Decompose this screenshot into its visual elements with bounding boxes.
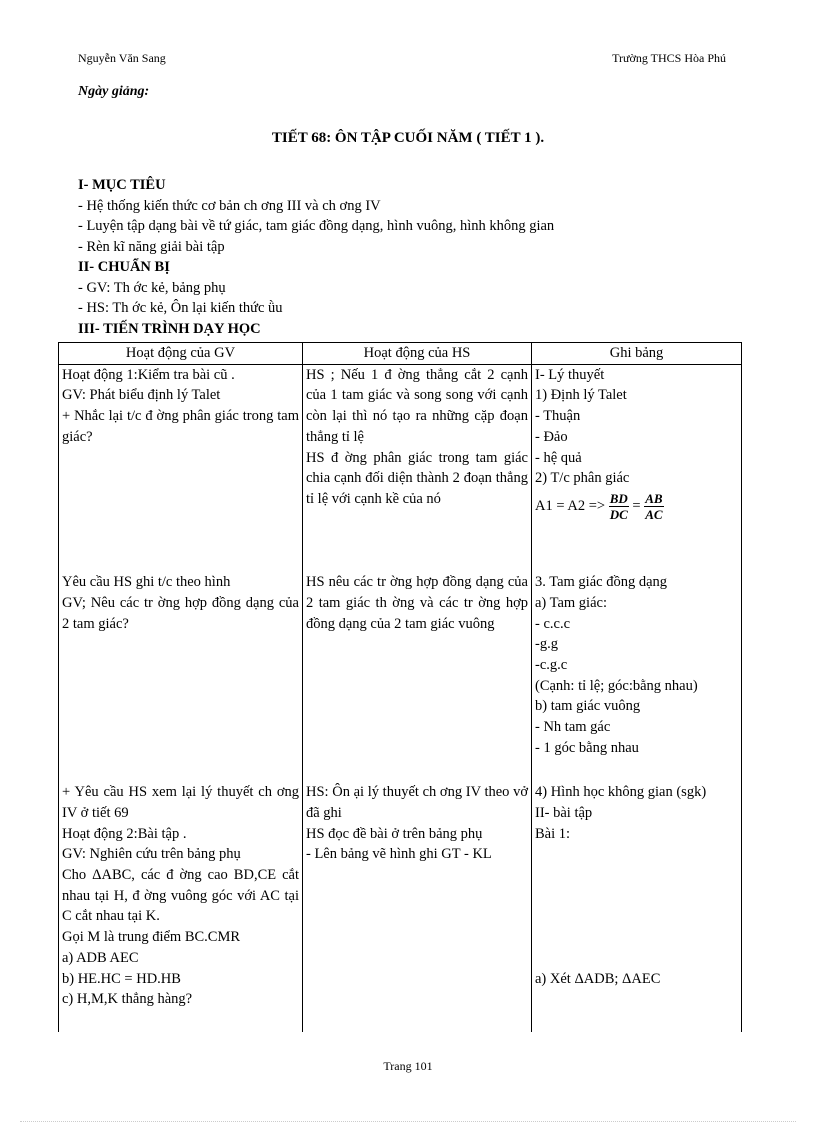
gb-line: I- Lý thuyết [535,366,605,383]
gb-line: II- bài tập [535,804,593,821]
gb-line: - Đảo [535,428,568,445]
gb-line: (Cạnh: tỉ lệ; góc:bằng nhau) [535,677,698,694]
header-hs: Hoạt động của HS [303,343,532,365]
preparation-item: - HS: Th ớc kẻ, Ôn lại kiến thức ǜu [78,300,283,316]
gv-line: GV: Nghiên cứu trên bảng phụ [62,846,241,863]
hs-line: HS: Ôn ại lý thuyết ch ơng IV theo vở đã ghi [306,784,528,821]
gb-line: 3. Tam giác đồng dạng [535,574,668,591]
ghi-bang-cell [532,782,742,1032]
objective-item: - Rèn kĩ năng giải bài tập [78,238,225,255]
table-row [59,572,742,782]
gv-line: Yêu cầu HS ghi t/c theo hình [62,574,231,591]
gv-line: Hoạt động 2:Bài tập . [62,825,187,842]
hs-cell [303,364,532,572]
gv-line: Gọi M là trung điểm BC.CMR [62,929,241,946]
gb-line: - Nh tam gác [535,719,611,736]
gb-line: 1) Định lý Talet [535,387,627,404]
fraction-denominator: AC [645,506,663,522]
lesson-table [58,342,742,1032]
gb-line: - 1 góc bằng nhau [535,739,639,756]
gb-line: 4) Hình học không gian (sgk) [535,784,707,801]
gb-line: a) Tam giác: [535,594,607,611]
gv-line: + Yêu cầu HS xem lại lý thuyết ch ơng IV ở tiết 69 [62,784,299,821]
gb-line: 2) T/c phân giác [535,470,630,487]
formula-lhs: A1 = A2 => [535,497,606,514]
gb-line: - hệ quả [535,449,582,466]
bisector-formula [535,491,738,522]
gb-line: -g.g [535,636,558,653]
ghi-bang-cell [532,364,742,572]
gv-line: a) ADB AEC [62,949,139,966]
gv-line: + Nhắc lại t/c đ ờng phân giác trong tam giác? [62,408,299,445]
fraction-denominator: DC [609,506,628,522]
header-author: Nguyễn Văn Sang [78,51,166,65]
header-ghi-bang: Ghi bảng [532,343,742,365]
ghi-bang-cell [532,572,742,782]
gb-line: -c.g.c [535,657,568,674]
hs-line: HS đọc đề bài ở trên bảng phụ [306,825,483,842]
gb-line: b) tam giác vuông [535,698,641,715]
gv-line: GV: Phát biểu định lý Talet [62,387,221,404]
table-row [59,364,742,572]
preparation-heading: II- CHUẨN BỊ [78,259,170,275]
hs-line: HS ; Nếu 1 đ ờng thẳng cắt 2 cạnh của 1 tam giác và song song với cạnh còn lại thì nó tạo ra những cặp đoạn thẳng tỉ lệ [306,366,528,445]
gv-cell [59,572,303,782]
hs-line: HS đ ờng phân giác trong tam giác chia cạnh đối diện thành 2 đoạn thẳng tỉ lệ với cạnh kề của nó [306,449,528,507]
preparation-item: - GV: Th ớc kẻ, bảng phụ [78,279,226,296]
gv-line: b) HE.HC = HD.HB [62,970,181,987]
objective-item: - Luyện tập dạng bài về tứ giác, tam giác đồng dạng, hình vuông, hình không gian [78,218,555,234]
gb-line: a) Xét ΔADB; ΔAEC [535,971,661,988]
gv-line: c) H,M,K thẳng hàng? [62,991,193,1008]
page-number: Trang 101 [383,1059,433,1073]
hs-cell [303,572,532,782]
fraction-bd-dc [609,491,629,522]
gv-cell [59,782,303,1032]
page-divider [20,1121,796,1122]
hs-line: HS nêu các tr ờng hợp đồng dạng của 2 tam giác th ờng và các tr ờng hợp đồng dạng của 2 tam giác vuông [306,574,528,632]
header-school: Trường THCS Hòa Phú [612,51,726,65]
process-heading: III- TIẾN TRÌNH DẠY HỌC [78,320,261,337]
fraction-numerator: BD [609,490,628,506]
objectives-section [78,175,554,339]
gv-line: GV; Nêu các tr ờng hợp đồng dạng của 2 tam giác? [62,594,299,632]
ngay-giang-label: Ngày giảng: [78,84,150,99]
fraction-numerator: AB [645,490,663,506]
gb-line: Bài 1: [535,825,571,842]
objectives-heading: I- MỤC TIÊU [78,177,166,193]
objective-item: - Hệ thống kiến thức cơ bản ch ơng III và ch ơng IV [78,197,381,214]
gb-line: - c.c.c [535,615,571,632]
hs-line: - Lên bảng vẽ hình ghi GT - KL [306,846,492,863]
gb-line: - Thuận [535,408,581,425]
formula-equals: = [632,497,641,514]
gv-cell [59,364,303,572]
gv-line: Hoạt động 1:Kiểm tra bài cũ . [62,366,235,383]
lesson-title: TIẾT 68: ÔN TẬP CUỐI NĂM ( TIẾT 1 ). [271,130,545,146]
header-gv: Hoạt động của GV [59,343,303,365]
hs-cell [303,782,532,1032]
table-header-row [59,343,742,365]
table-row [59,782,742,1032]
gv-line: Cho ΔABC, các đ ờng cao BD,CE cắt nhau tại H, đ ờng vuông góc với AC tại C cắt nhau tại K. [62,867,299,925]
fraction-ab-ac [644,491,663,522]
